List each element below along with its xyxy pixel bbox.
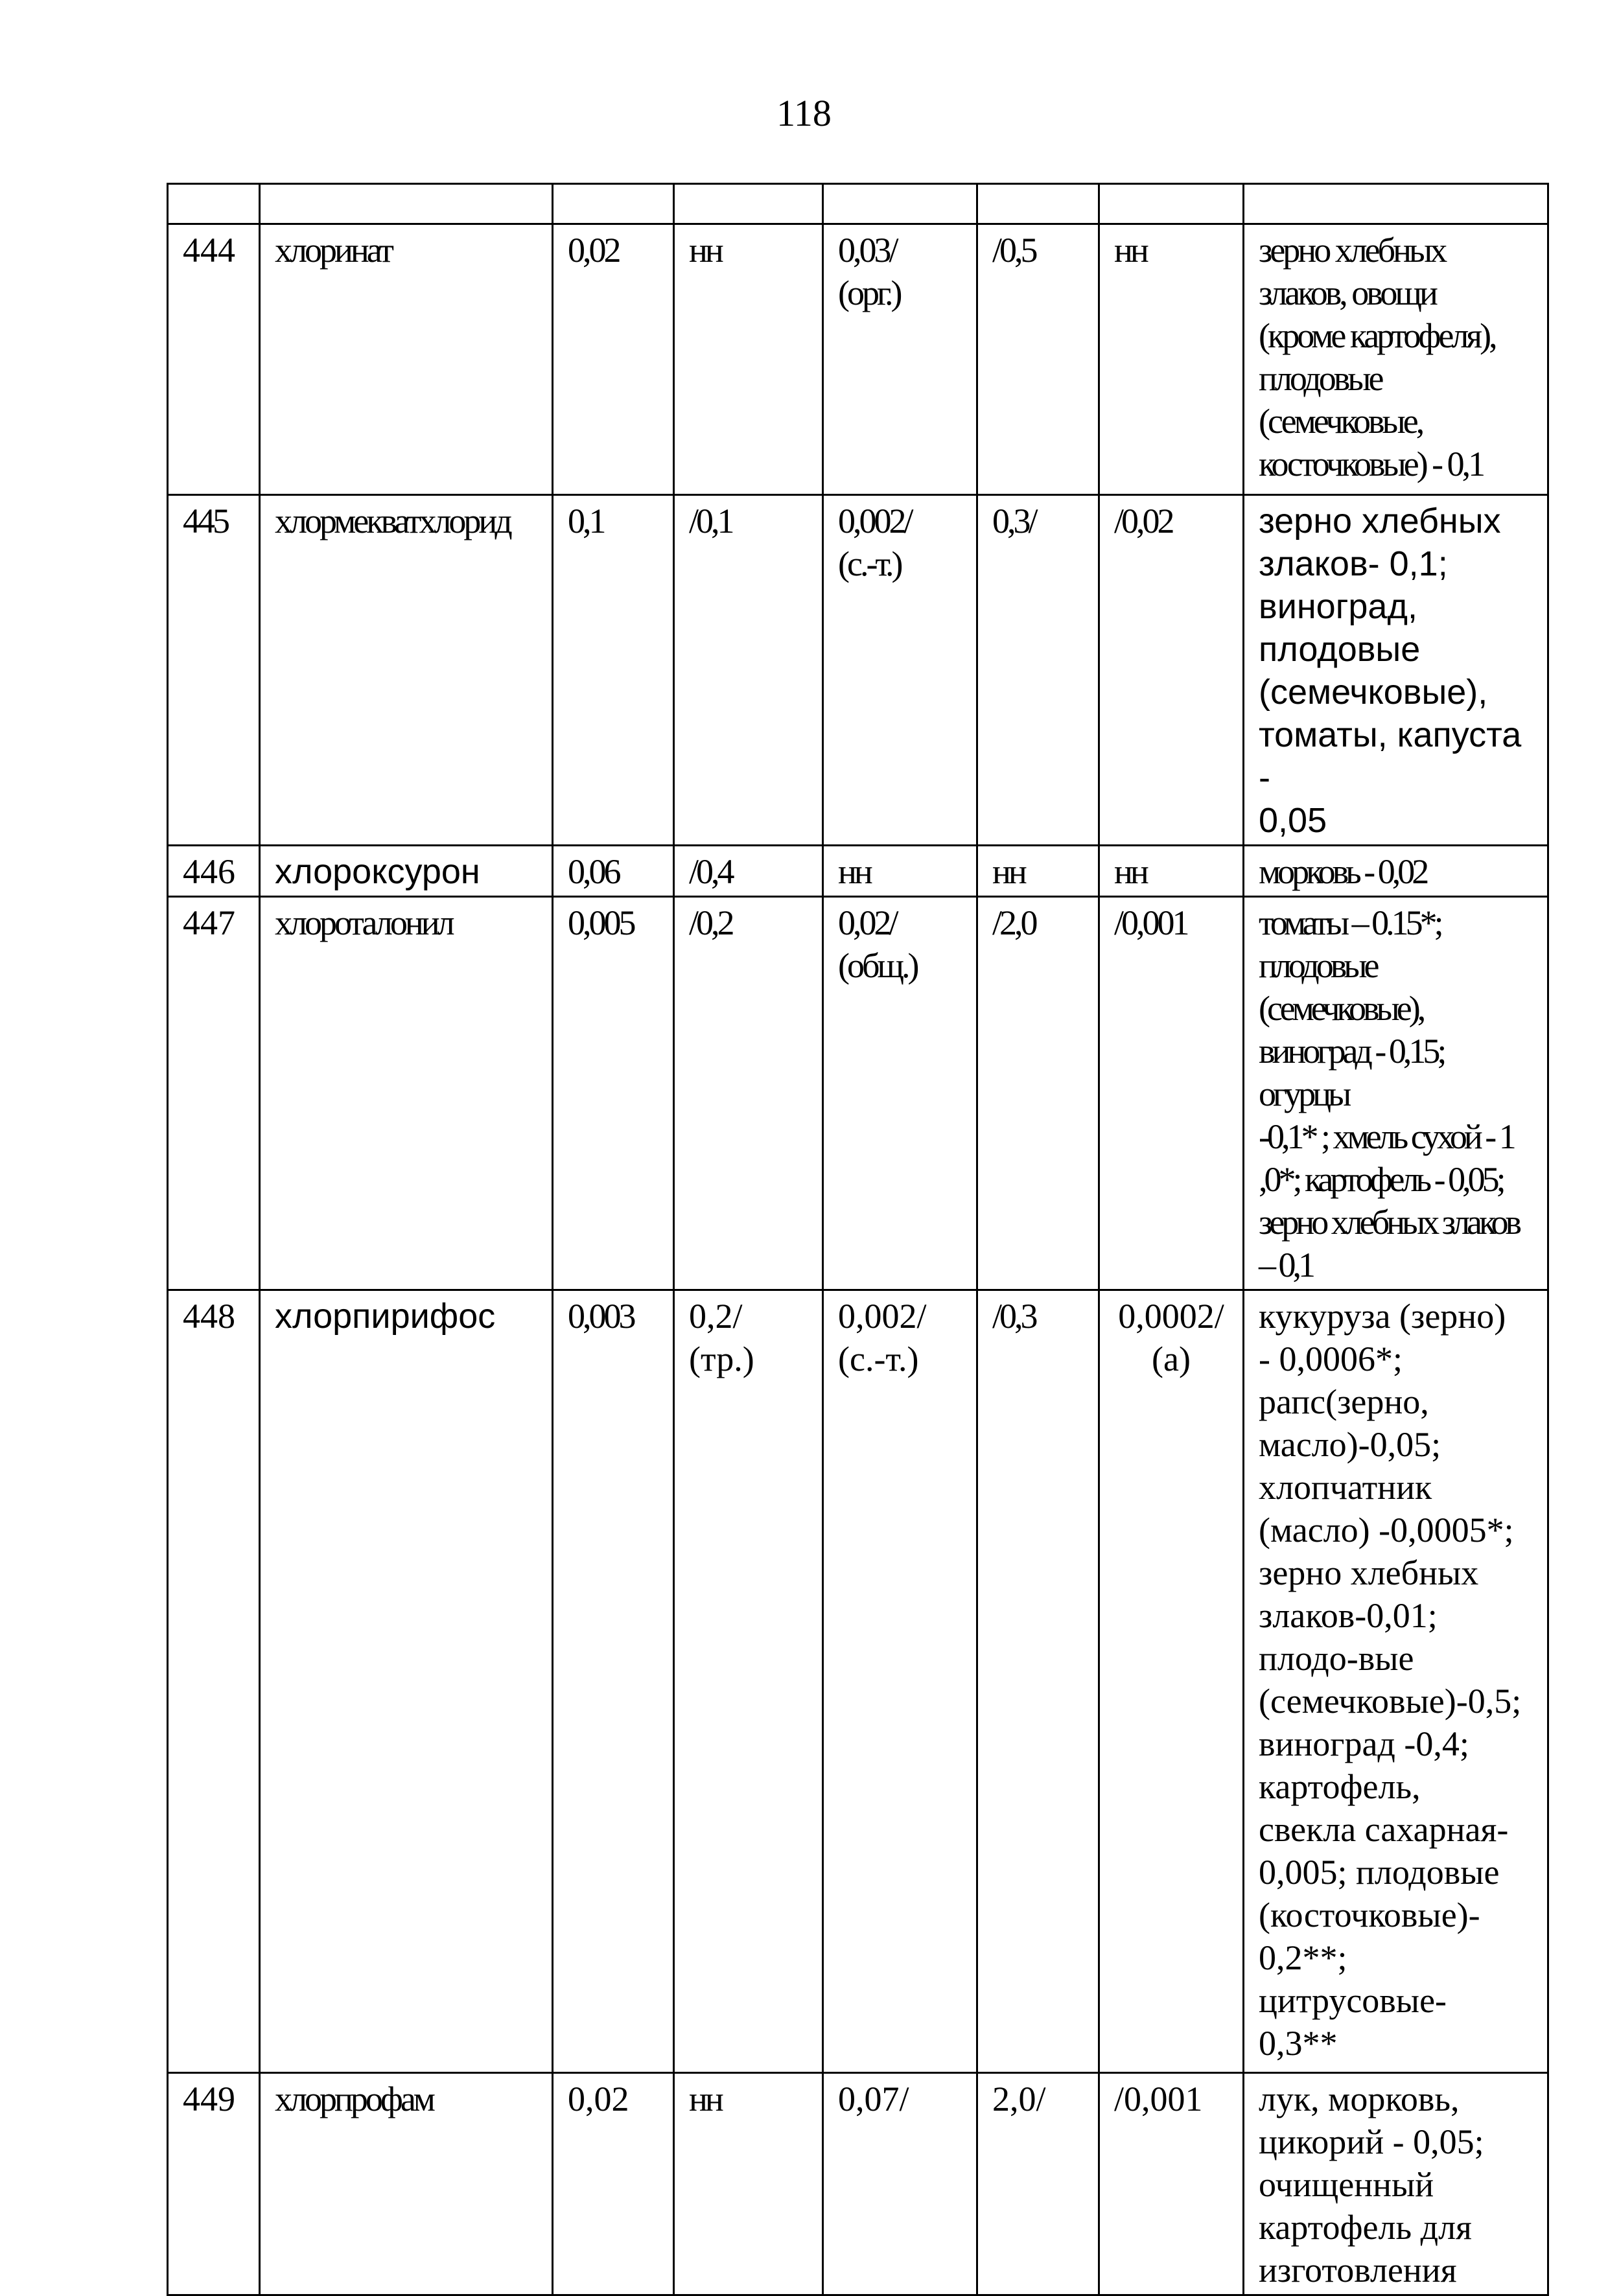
note-cell: морковь - 0,02 [1244,846,1548,897]
value-cell: 0,2/ (тр.) [674,1290,823,2073]
value-cell: нн [674,2073,823,2295]
value-cell: /0,001 [1099,897,1244,1290]
table-row [168,495,1548,846]
note-cell: зерно хлебных злаков- 0,1; виноград, плодовые (семечковые), томаты, капуста - 0,05 [1244,495,1548,846]
row-number: 448 [168,1290,260,2073]
row-number: 444 [168,224,260,495]
row-number: 445 [168,495,260,846]
value-cell: нн [823,846,977,897]
value-cell: 0,002/ (с.-т.) [823,1290,977,2073]
substance-name: хлорпрофам [260,2073,553,2295]
value-cell: /0,2 [674,897,823,1290]
table-row [168,897,1548,1290]
header-cell [1099,184,1244,224]
substance-name: хлоринат [260,224,553,495]
value-cell: /0,4 [674,846,823,897]
row-number: 447 [168,897,260,1290]
value-cell: 0,03/ (орг.) [823,224,977,495]
row-number: 446 [168,846,260,897]
header-cell [168,184,260,224]
value-cell: 0,06 [553,846,674,897]
header-cell [823,184,977,224]
note-cell: зерно хлебных злаков, овощи (кроме картофеля), плодовые (семечковые, косточковые) - 0,1 [1244,224,1548,495]
value-cell: 0,3/ [977,495,1099,846]
substance-name: хлороксурон [260,846,553,897]
value-cell: /0,5 [977,224,1099,495]
row-number: 449 [168,2073,260,2295]
value-cell: нн [1099,224,1244,495]
table-row [168,846,1548,897]
table-header-row [168,184,1548,224]
value-cell: нн [977,846,1099,897]
note-cell: кукуруза (зерно) - 0,0006*; рапс(зерно, масло)-0,05; хлопчатник (масло) -0,0005*; зерно хлебных злаков-0,01; плодо-вые (семечковые)-0,5; виноград -0,4; картофель, свекла сахарная- 0,005; плодовые (косточковые)- 0,2**; цитрусовые- 0,3** [1244,1290,1548,2073]
value-cell: 2,0/ [977,2073,1099,2295]
value-cell: /0,001 [1099,2073,1244,2295]
value-cell: 0,02 [553,2073,674,2295]
value-cell: 0,02 [553,224,674,495]
table-row [168,2073,1548,2295]
header-cell [674,184,823,224]
value-cell: нн [674,224,823,495]
value-cell: 0,0002/ (а) [1099,1290,1244,2073]
substance-name: хлорпирифос [260,1290,553,2073]
page-number: 118 [776,92,832,134]
value-cell: /0,1 [674,495,823,846]
substance-name: хлороталонил [260,897,553,1290]
value-cell: 0,02/ (общ.) [823,897,977,1290]
value-cell: нн [1099,846,1244,897]
value-cell: 0,003 [553,1290,674,2073]
pesticide-table [167,183,1549,2296]
header-cell [977,184,1099,224]
note-cell: лук, морковь, цикорий - 0,05; очищенный картофель для изготовления [1244,2073,1548,2295]
value-cell: 0,1 [553,495,674,846]
substance-name: хлормекватхлорид [260,495,553,846]
header-cell [1244,184,1548,224]
value-cell: 0,005 [553,897,674,1290]
value-cell: /2,0 [977,897,1099,1290]
value-cell: 0,002/ (с.-т.) [823,495,977,846]
table-row [168,1290,1548,2073]
header-cell [553,184,674,224]
table-row [168,224,1548,495]
value-cell: /0,3 [977,1290,1099,2073]
header-cell [260,184,553,224]
value-cell: /0,02 [1099,495,1244,846]
note-cell: томаты – 0.15*; плодовые (семечковые), виноград - 0,15; огурцы -0,1* ; хмель сухой - 1 ,0*; картофель - 0,05; зерно хлебных злаков – 0,1 [1244,897,1548,1290]
value-cell: 0,07/ [823,2073,977,2295]
